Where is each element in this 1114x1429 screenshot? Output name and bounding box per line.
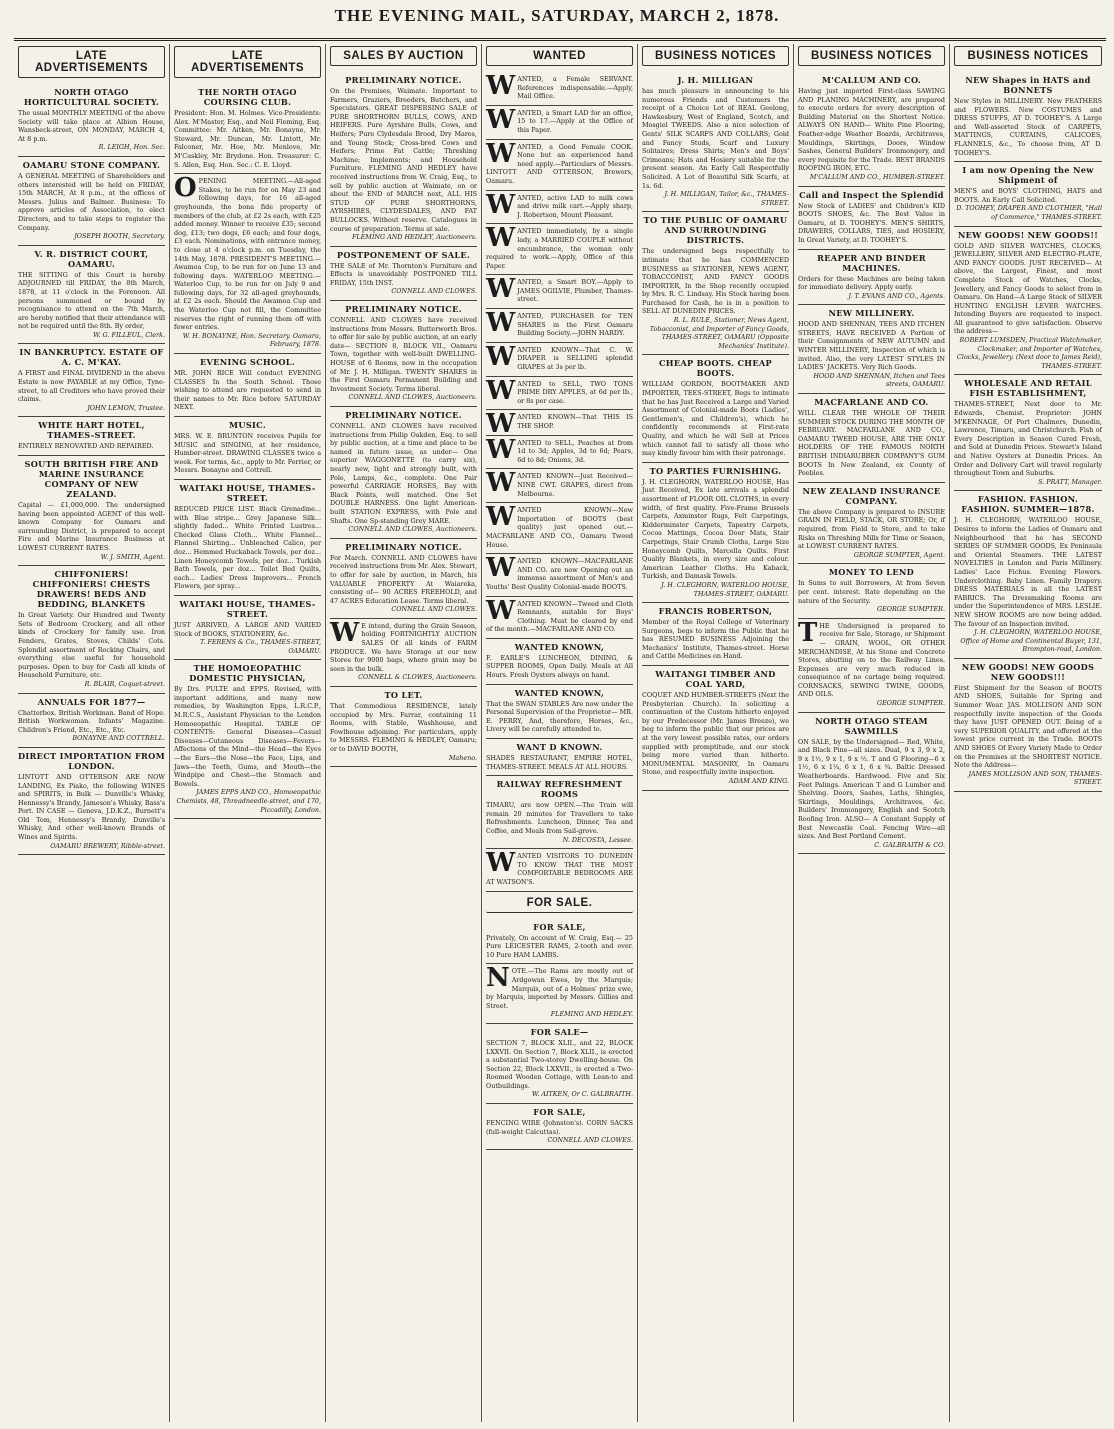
advertisement [486,191,633,225]
column-1 [14,44,170,1422]
advertisement [330,407,477,539]
ad-title: NORTH OTAGO STEAM SAWMILLS [815,715,928,736]
ad-body: WILL CLEAR THE WHOLE OF THEIR SUMMER STOCK DURING THE MONTH OF FEBRUARY. MACFARLANE AND CO., OAMARU TWEED HOUSE, ARE THE ONLY HOLDERS OF THE FAMOUS NORTH BRITISH INDIARUBBER COMPANY'S GUM BOOTS In New Zealand, ex County of Peebles. [798,409,945,478]
column-heading: LATE ADVERTISEMENTS [18,46,165,78]
advertisement [642,666,789,791]
ad-title: PRELIMINARY NOTICE. [345,304,462,315]
advertisement [486,140,633,191]
advertisement [18,246,165,345]
ad-signature: OAMARU BREWERY, Ribble-street. [50,841,165,850]
ad-signature: R. LEIGH, Hon. Sec. [98,143,165,152]
column-heading: LATE ADVERTISEMENTS [174,46,321,78]
advertisement [486,964,633,1024]
ad-title: THE HOMOEOPATHIC DOMESTIC PHYSICIAN, [189,663,306,684]
ad-body: That the SWAN STABLES Are now under the Personal Supervision of the Proprietor— MR. E. PERRY, And, therefore, Horses, &c., Livery will be carefully attended to. [486,699,633,734]
ad-body: CONNELL AND CLOWES have received instructions from Messrs. Butterworth Bros. to offer for sale by public auction, at an early date— SECTION 8, BLOCK VII., Oamaru Town, together with well-built DWELLING-HOUSE of 6 Rooms, now in the occupation of Mr. J. H. Milligan. TWENTY SHARES in the First Oamaru Permanent Building and Investment Society. Terms liberal. [330,316,477,393]
advertisement [642,72,789,212]
ad-body: FENCING WIRE (Johnston's). CORN SACKS (full-weight Calcuttas). [486,1119,633,1136]
ad-title: WAITAKI HOUSE, THAMES-STREET. [179,598,316,619]
ad-signature: Maheno. [448,753,477,762]
advertisement [486,343,633,377]
ad-body: WANTED, active LAD to milk cows and drive milk cart.—Apply sharp, J. Robertson, Mount Pleasant. [486,189,633,220]
ad-body: The undersigned begs respectfully to intimate that he has COMMENCED BUSINESS as STATIONER, NEWS AGENT, TOBACCONIST, AND FANCY GOODS IMPORTER, In the Shop recently occupied by Mrs. R. C. Lindsay. His Stock having been Purchased for Cash, he is in a position to SELL AT DUNEDIN PRICES. [642,247,789,316]
ad-title: THE NORTH OTAGO COURSING CLUB. [198,87,297,107]
ad-signature: BONAYNE AND COTTRELL. [72,734,165,743]
ad-body: By Drs. PULTE and EPPS. Revised, with important additions, and many new remedies, by Washington Epps, L.R.C.P., M.R.C.S., Assistant Physician to the London Homoeopathic Hospital. TABLE OF CONTENTS: General Diseases—Casual Diseases—Cutaneous Diseases—Fevers—Affections of the Mind—the Head—the Eyes—the Ears—the Nose—the Face, Lips, and Jaws—the Teeth, Gums, and Mouth—the Windpipe and Chest—the Stomach and Bowels. [174,685,321,788]
ad-title: WAITAKI HOUSE, THAMES-STREET. [179,482,316,503]
ad-body: WANTED, a Good Female COOK. None but an experienced hand need apply.—Particulars of Messrs. LINTOTT AND OTTERSON, Brewers, Oamaru. [486,138,633,185]
ad-body: New Stock of LADIES' and Children's KID BOOTS SHOES, &c. The Best Value in Oamaru, at D. TOOHEY'S. MEN'S SHIRTS, DRAWERS, COLLARS, TIES, and HOSIERY, In Great Variety, at D. TOOHEY'S. [798,201,945,244]
ad-body: MEN'S and BOYS' CLOTHING, HATS and BOOTS. An Early Call Solicited. [954,187,1102,204]
ad-body: WANTED KNOWN—MACFARLANE AND CO. are now Opening out an immense assortment of Men's and Youths' Best Quality Colonial-made BOOTS. [486,553,633,591]
column-heading: BUSINESS NOTICES [954,46,1102,66]
drop-cap: W [486,189,516,220]
ad-signature: JOHN LEMON, Trustee. [87,403,165,412]
ad-body: THAMES-STREET, Next door to Mr. Edwards, Chemist. Proprietor: JOHN M'KENNAGE, Of Port Chalmers, Dunedin, Lawrence, Timaru, and Christchurch. Fish of Every Description in Season Cured Fresh, and Sold at Dunedin Prices. Stewart's Island and Native Oysters at Dunedin Prices. An Order and Delivery Cart will travel regularly throughout Town and Suburbs. [954,400,1102,478]
advertisement [18,694,165,748]
advertisement [330,301,477,407]
advertisement [798,305,945,394]
ad-title: FOR SALE, [533,921,586,932]
advertisement [954,659,1102,792]
ad-title: NEW GOODS! NEW GOODS NEW GOODS!!! [961,661,1095,682]
advertisement [18,566,165,693]
advertisement [18,84,165,157]
ad-signature: HOOD AND SHENNAN, Itchen and Tees streets, OAMARU. [813,371,945,389]
ad-body: COQUET AND HUMBER-STREETS (Next the Presbyterian Church). In soliciting a continuation of the Custom hitherto enjoyed by our Predecessor (Mr. James Breeze), we beg to inform the public that our prices are at the very lowest possible rates, our orders supplied with promptitude, and our stock being more varied than hitherto. MONUMENTAL MASONRY, In Oamaru Stone, and respectfully invite inspection. [642,691,789,777]
ad-title: NEW Shapes in HATS and BONNETS [965,75,1091,95]
ad-title: WAITANGI TIMBER AND COAL YARD, [655,669,776,690]
ad-body: WILLIAM GORDON, BOOTMAKER AND IMPORTER, TEES-STREET, Begs to intimate that he has Just Received a Large and Varied Assortment of Colonial-made Boots (Ladies', Gentlemen's, and Children's), which he confidently recommends at First-rate Quality, and which he will Sell at Prices which cannot fail to satisfy all those who may kindly favour him with their patronage. [642,380,789,458]
drop-cap: W [486,308,516,339]
drop-cap: W [486,595,516,626]
advertisement [486,1024,633,1104]
ad-title: DIRECT IMPORTATION FROM LONDON. [18,750,165,771]
ad-body: ON SALE, by the Undersigned— Red, White, and Black Pine—all sizes. Dual, 9 x 3, 9 x 2, 9 x 1½, 9 x 1, 9 x ½. T and G Flooring—6 x 1½, 6 x 1¼, 6 x 1, 6 x ¾. Baltic Dressed Weatherboards. Hardwood. Five and Six Feet Palings. American T and G Lumber and Shelving. Doors, Sashes, Laths, Shingles, Skirtings, Mouldings, Architraves, &c. Builders' Ironmongery, English and Scotch Roofing Iron. ALSO— A Constant Supply of Best Newcastle Coal. Fencing Wire—all sizes. And Best Portland Cement. [798,737,945,841]
ad-body: NOTE.—The Rams are mostly out of Ardgowan Ewes, by the Marquis; Marquis, out of a Holmes' prize ewe, by Marquis, imported by Messrs. Gillies and Street. [486,963,633,1010]
ad-signature: CONNELL & CLOWES, Auctioneers. [358,673,477,682]
ad-title: CHIFFONIERS! CHIFFONIERS! CHESTS DRAWERS! BEDS AND BEDDING, BLANKETS [32,569,151,610]
ad-body: SECTION 7, BLOCK XLII., and 22, BLOCK LXXVII. On Section 7, Block XLII., is erected a substantial Two-storey Dwelling-house. On Section 22, Block LXXVII., is erected a Two-Roomed Wooden Cottage, with Lean-to and Outbuildings. [486,1038,633,1090]
ad-body: WANTED VISITORS TO DUNEDIN TO KNOW THAT THE MOST COMFORTABLE BEDROOMS ARE AT WATSON'S. [486,848,633,886]
ad-body: WANTED KNOWN—New Importation of BOOTS (best quality) just opened out.—MACFARLANE AND CO., Oamaru Tweed House. [486,502,633,549]
advertisement [486,409,633,440]
ad-title: OAMARU STONE COMPANY. [22,159,161,170]
drop-cap: W [486,468,516,499]
ad-body: Having just imported First-class SAWING AND PLANING MACHINERY, are prepared to execute orders for every description of Building Material on the Shortest Notice. ALWAYS ON HAND— White Pine Flooring, Feather-edge Weather Boards, Architraves, Mouldings, Skirtings, Doors, Window Sashes, General Builders' Ironmongery, and every requisite for the Trade. BEST BRANDS ROOFING IRON, ETC. [798,87,945,173]
ad-title: FOR SALE, [533,1107,586,1118]
advertisement [642,603,789,666]
ad-body: LINTOTT AND OTTERSON ARE NOW LANDING, Ex Piako, the following WINES and SPIRITS, in Bulk — Dunville's Whisky, Hennessy's Brandy, Jameson's Whisky, Bass's Port. IN CASE — Geneva, J.D.K.Z., Burnett's Old Tom, Hennessy's Brandy, Dunville's Whisky, And other well-known Brands of Wines and Spirits. [18,772,165,842]
ad-title: PRELIMINARY NOTICE. [345,541,462,552]
ad-body: WANTED KNOWN—That C. W. DRAPER is SELLING splendid GRAPES at 3s per lb. [486,341,633,372]
advertisement [18,417,165,456]
advertisement [642,212,789,355]
ad-body: A GENERAL MEETING of Shareholders and others interested will be held on FRIDAY, 15th MARCH, At 8 p.m., at the offices of Messrs. Julius and Balmer. Business: To approve articles of Association, to elect Directors, and to take steps to register the Company. [18,171,165,232]
ad-body: HOOD AND SHENNAN, TEES AND ITCHEN STREETS, HAVE RECEIVED A Portion of their Consignments of NEW AUTUMN and WINTER MILLINERY, Inspection of which is invited. Also, the very LATEST STYLES IN LADIES' JACKETS. Very Rich Goods. [798,320,945,372]
advertisement [798,250,945,306]
ad-signature: CONNELL AND CLOWES, Auctioneers. [348,525,477,534]
ad-body: WANTED immediately, by a single lady, a MARRIED COUPLE without encumbrance, the woman only required to work.—Apply, Office of this Paper. [486,223,633,270]
advertisement [954,375,1102,491]
columns-container [14,44,1106,1422]
ad-body: WANTED, a Smart LAD for an office, 15 to 17.—Apply at the Office of this Paper. [486,104,633,135]
advertisement [798,564,945,618]
ad-body: President: Hon. M. Holmes. Vice-Presidents: Alex. M'Master, Esq., and Neil Fleming, Esq. Committee: Mr. Aitken, Mr. Bonayne, Mr. Steward, Mr. Duncan, Mr. Lintott, Mr. Falconer, Mr. Hoe, Mr. Menlove, Mr. M'Caskley, Mr. Brydone. Hon. Treasurer: C. S. Allen, Esq. Hon. Sec.: C. E. Lloyd. [174,109,321,169]
advertisement [642,463,789,603]
ad-signature: ROBERT LUMSDEN, Practical Watchmaker, Clockmaker, and Importer of Watches, Clocks, Jewellery. (Next door to James Reid), THAMES-STREET. [956,336,1102,370]
ad-body: The above Company is prepared to INSURE GRAIN IN FIELD, STACK, OR STORE; Or, if required, from Field to Store, and to take Risks on Threshing Mills for Time or Season, at LOWEST CURRENT RATES. [798,507,945,551]
ad-signature: M'CALLUM AND CO., HUMBER-STREET. [809,172,945,181]
advertisement [954,72,1102,162]
ad-body: First Shipment for the Season of BOOTS AND SHOES, Suitable for Spring and Summer Wear. JAS. MOLLISON AND SON respectfully invite inspection of the Goods they have JUST OPENED OUT. Being of a very SUPERIOR QUALITY, and offered at the lowest price current in the Trade. BOOTS AND SHOES Of Every Variety Made to Order on the Premises at the SHORTEST NOTICE. Note the Address— [954,683,1102,770]
ad-body: J. H. CLEGHORN, WATERLOO HOUSE, Has Just Received, Ex late arrivals a splendid assortment of FLOOR OIL CLOTHS, in every width, of first quality. Five-Frame Brussels Carpets, Axminster Rugs, Felt Carpetings, Kidderminster Carpets, Tapestry Carpets, Cocoa Mattings, Cocoa Door Mats, Stair Carpetings, Stair Crumb Cloths, Large Size Honeycomb Quilts, Marcella Quilts. First Quality Blankets, in every size and colour. American Leather Cloths. Hu Kaback, Turkish, and Damask Towels. [642,477,789,581]
advertisement [486,436,633,470]
ad-body: has much pleasure in announcing to his numerous Friends and Customers the receipt of a Choice Lot of REAL Geelong, Hawkesbury, West of England, Scotch, and Mosgiel TWEEDS. Also a nice selection of Gents' SILK SCARFS AND COLLARS; Gold and Fancy Studs, Scarf and Luxury Solitaires; Dress Shirts; Men's and Boys' Crimeans; Hats and Hosiery suitable for the present season. An Early Call Respectfully Solicited. A Lot of Beautiful Silk Scarfs, at 1s. 6d. [642,87,789,190]
ad-title: TO LET. [384,690,423,701]
advertisement [486,377,633,411]
ad-signature: JAMES EPPS AND CO., Homoeopathic Chemists, 48, Threadneedle-street, and 170, Piccadilly, London. [176,788,321,814]
ad-body: GOLD AND SILVER WATCHES, CLOCKS, JEWELLERY, SILVER AND ELECTRO-PLATE, AND FANCY GOODS. JUST RECEIVED— At above, the Largest, Finest, and most Complete Stock of Watches, Clocks, Jewellery, and Fancy Goods to select from in Oamaru. On Hand—A Large Stock of SILVER HUNTING ENGLISH LEVER WATCHES. Intending Buyers are requested to inspect. All guaranteed to give satisfaction. Observe the address— [954,241,1102,336]
ad-signature: CONNELL AND CLOWES. [547,1136,633,1145]
ad-signature: S. PRATT, Manager. [1038,477,1102,486]
ad-title: ANNUALS FOR 1877— [37,696,146,707]
ad-body: WANTED, a Female SERVANT. References indispensable.—Apply, Mail Office. [486,71,633,101]
drop-cap: W [486,434,516,465]
ad-body: THE Undersigned is prepared to receive for Sale, Storage, or Shipment— GRAIN, WOOL, OR OTHER MERCHANDISE, At his Stone and Concrete Stores, abutting on to the Railway Lines. Expenses are very much reduced in consequence of no cartage being required. CORNSACKS, SEWING TWINE, GOODS, AND OILS. [798,617,945,699]
advertisement [486,503,633,554]
ad-title: EVENING SCHOOL. [199,357,295,368]
ad-title: M'CALLUM AND CO. [821,75,922,85]
ad-signature: J. H. MILLIGAN, Tailor, &c., THAMES-STREET. [664,190,789,207]
ad-title: REAPER AND BINDER MACHINES. [817,252,926,273]
ad-body: For March. CONNELL AND CLOWES have received instructions from Mr. Alex. Stewart, to offer for sale by auction, in March, his VALUABLE PROPERTY At Waiareka, consisting of— 90 ACRES FREEHOLD, and 47 ACRES Education Lease. Terms liberal. [330,553,477,605]
ad-body: WANTED KNOWN—Tweed and Cloth Remnants, suitable for Boys' Clothing. Must be cleared by end of the month.—MACFARLANE AND CO. [486,595,633,634]
ad-title: WHOLESALE AND RETAIL FISH ESTABLISHMENT, [964,378,1092,399]
advertisement [330,247,477,301]
column-heading: WANTED [486,46,633,66]
ad-signature: W. AITKEN, Or C. GALBRAITH. [531,1090,633,1099]
advertisement [330,72,477,247]
ad-title: PRELIMINARY NOTICE. [345,410,462,420]
advertisement [486,776,633,849]
ad-title: NEW ZEALAND INSURANCE COMPANY. [802,485,941,506]
advertisement [330,539,477,619]
advertisement [486,554,633,596]
ad-title: CHEAP BOOTS. CHEAP BOOTS. [658,358,772,379]
drop-cap: W [486,375,516,406]
advertisement [954,227,1102,376]
ad-signature: R. L. RULE, Stationer, News Agent, Tobacconist, and Importer of Fancy Goods, THAMES-STREET, OAMARU (Opposite Mechanics' Institute). [649,316,789,350]
advertisement [330,687,477,767]
drop-cap: W [486,104,516,135]
advertisement [486,309,633,343]
ad-body: Capital — £1,000,000. The undersigned having been appointed AGENT of this well-known Company for Oamaru and surrounding District, is prepared to accept Fire and Marine Insurance Business at LOWEST CURRENT RATES. [18,501,165,552]
advertisement [486,224,633,275]
column-heading: BUSINESS NOTICES [798,46,945,66]
ad-signature: CONNELL AND CLOWES. [391,605,477,614]
advertisement [18,344,165,417]
ad-title: IN BANKRUPTCY. ESTATE OF A. C. M'KAY. [19,347,164,368]
ad-title: WANT D KNOWN. [516,742,603,753]
ad-title: RAILWAY REFRESHMENT ROOMS [496,779,623,800]
section-heading: FOR SALE. [486,894,633,913]
ad-body: MRS. W. E. BRUNTON receives Pupils for MUSIC and SINGING, at her residence, Humber-street. DRAWING CLASSES twice a week. For terms, &c., apply to Mr. Ferrier, or Messrs. Bonayne and Cottrell. [174,432,321,475]
ad-title: MONEY TO LEND [828,567,915,578]
drop-cap: W [486,71,516,101]
ad-body: MR. JOHN RICE Will conduct EVENING CLASSES In the South School. Those wishing to attend are requested to send in their names to Mr. Rice before SATURDAY NEXT. [174,369,321,412]
ad-signature: W. G. FILLEUL, Clerk. [93,330,165,339]
ad-signature: W. J. SMITH, Agent. [100,552,165,561]
ad-body: THE SITTING of this Court is hereby ADJOURNED till FRIDAY, the 8th March, 1878, at 11 o'clock in the Forenoon. All persons summoned or bound by recognisance to attend on the 7th March, are hereby notified that their attendance will not be required until the 8th. By order, [18,270,165,331]
ad-body: ENTIRELY RENOVATED AND REPAIRED. [18,442,154,451]
ad-body: THE SALE of Mr. Thornton's Furniture and Effects is unavoidably POSTPONED TILL FRIDAY, 15th INST. [330,261,477,287]
drop-cap: W [486,341,516,372]
ad-body: Privately, On account of W. Craig, Esq.— 25 Pure LEICESTER RAMS, 2-tooth and over. 10 Pure HAM LAMBS. [486,933,633,959]
ad-body: TIMARU, are now OPEN.—The Train will remain 20 minutes for Travellers to take Refreshments. Luncheon, Dinner, Tea and Coffee, and Meals from Sail-grove. [486,801,633,835]
ad-body: Member of the Royal College of Veterinary Surgeons, begs to inform the Public that he has RESUMED BUSINESS Adjoining the Mechanics' Institute, Thames-street. Horse and Cattle Medicines on Hand. [642,618,789,661]
drop-cap: W [486,274,516,305]
ad-title: WANTED KNOWN, [514,641,605,652]
ad-body: WANTED to SELL, TWO TONS PRIME DRY APPLES, at 6d per lb., or 8s per case. [486,375,633,406]
column-6 [794,44,950,1422]
ad-signature: J. H. CLEGHORN, WATERLOO HOUSE, Office of Home and Continental Buyer, 131, Brompton-road, London. [960,628,1102,654]
ad-signature: FLEMING AND HEDLEY, Auctioneers. [351,233,477,242]
ad-body: In Sums to suit Borrowers, At from Seven per cent. interest. Rate depending on the nature of the Security. [798,579,945,605]
ad-title: MUSIC. [229,420,266,430]
advertisement [798,394,945,483]
ad-body: WANTED, PURCHASER for TEN SHARES in the First Oamaru Building Society.—JOHN HARDY. [486,308,633,339]
advertisement [798,72,945,187]
drop-cap: W [486,848,516,879]
ad-signature: JAMES MOLLISON AND SON, THAMES-STREET. [968,769,1102,787]
advertisement [486,685,633,739]
ad-signature: C. GALBRAITH & CO. [874,840,945,849]
ad-body: SHADES RESTAURANT, EMPIRE HOTEL, THAMES-STREET. MEALS AT ALL HOURS. [486,754,633,771]
drop-cap: W [486,409,516,440]
advertisement [174,480,321,596]
ad-body: WANTED KNOWN—Just Received—NINE CWT. GRAPES, direct from Melbourne. [486,468,633,499]
advertisement [798,619,945,713]
ad-title: I am now Opening the New Shipment of [962,165,1094,186]
ad-body: A FIRST and FINAL DIVIDEND in the above Estate is now PAYABLE at my Office, Tyne-street, to all Creditors who have proved their claims. [18,369,166,404]
column-5 [638,44,794,1422]
advertisement [486,469,633,503]
ad-body: WANTED, a Smart BOY.—Apply to JAMES OGILVIE, Plumber, Thames-street. [486,274,633,305]
advertisement [174,354,321,417]
masthead-rule [14,38,1106,41]
advertisement [954,162,1102,226]
ad-title: POSTPONEMENT OF SALE. [336,249,471,260]
advertisement [486,849,633,891]
advertisement [330,619,477,687]
drop-cap: W [330,617,360,648]
advertisement [486,106,633,140]
ad-title: TO THE PUBLIC OF OAMARU AND SURROUNDING DISTRICTS. [643,215,788,246]
ad-body: OPENING MEETING.—All-aged Stakes, to be run for on May 23 and following days, for 16 all-aged greyhounds, the bona fide property of members of the club, at £2 2s each, with £25 added money. Winner to receive £35; second dog, £13; two dogs, £6 each; and four dogs, £3 each. Nominations, with entrance money, to close at 4 o'clock p.m. on Tuesday, the 14th May, 1878. PRESIDENT'S MEETING.—Awamoa Cup, to be run for on June 13 and following days. WATERLOO MEETING.—Waterloo Cup, to be run for on July 9 and following days, for 32 all-aged greyhounds, at £2 2s each. Should the Awamoa Cup and the Waterloo Cup not fill, the Committee reserves the right of running them off with fewer entries. [174,173,321,332]
advertisement [174,660,321,819]
advertisement [486,739,633,776]
column-heading: BUSINESS NOTICES [642,46,789,66]
ad-signature: GEORGE SUMPTER. [876,699,945,708]
ad-body: Chatterbox. British Workman. Band of Hope. British Workwoman. Infants' Magazine. Children's Friend, Etc., Etc., Etc. [18,708,165,734]
advertisement [174,84,321,174]
advertisement [486,919,633,965]
advertisement [486,597,633,639]
ad-signature: W. H. BONAYNE, Hon. Secretary. Oamaru, February, 1878. [182,331,321,349]
ad-body: REDUCED PRICE LIST. Black Grenadine... with Blue stripe... Grey Japanese Silk... slightly faded... White Printed Lustres... Checked Glass Cloth... White Flannel... Flannel Shirting... Unbleached Calico, per doz... Hemmed Huckaback Towels, per doz... Linen Honeycomb Towels, per doz... Turkish Bath Towels, per doz... Toilet Bed Quilts, each... Ladies' Dress Improvers... French Flowers, per spray... [174,504,321,591]
ad-title: NEW MILLINERY. [828,308,915,319]
ad-title: NORTH OTAGO HORTICULTURAL SOCIETY. [23,87,160,107]
column-7 [950,44,1106,1422]
ad-title: MACFARLANE AND CO. [814,397,929,408]
advertisement [174,174,321,354]
column-3 [326,44,482,1422]
ad-body: WANTED to SELL, Peaches at from 1d to 3d; Apples, 3d to 6d; Pears, 6d to 8d; Onions, 3d. [486,434,633,465]
advertisement [486,1104,633,1150]
column-heading: SALES BY AUCTION [330,46,477,66]
advertisement [18,157,165,246]
advertisement [798,483,945,565]
advertisement [174,417,321,480]
ad-signature: T. FERENS & Co., THAMES-STREET, OAMARU. [200,638,321,655]
advertisement [954,491,1102,659]
ad-body: Orders for these Machines are being taken for immediate delivery. Apply early. [798,274,945,292]
ad-body: J. H. CLEGHORN, WATERLOO HOUSE, Desires to inform the Ladies of Oamaru and Neighbourhood that he has SECOND SERIES OF SUMMER GOODS, Ex Peninsula and Oriental Steamers. THE LATEST NOVELTIES in London and Paris Millinery. Ladies' Lace Fichus. Evening Flowers. Underclothing. Baby Linen. Family Drapery. DRESS MATERIALS in all the LATEST FABRICS. The Dressmaking Rooms are under the Superintendence of MRS. LESLIE. NEW SHOW ROOMS are now being added. The favour of an Inspection invited. [954,516,1102,628]
ad-body: W E intend, during the Grain Season, holding FORTNIGHTLY AUCTION SALES Of all kinds of FARM PRODUCE. We have Storage at our new Stores for 9000 bags, where grain may be seen in the bulk. [330,617,477,673]
ad-body: That Commodious RESIDENCE, lately occupied by Mrs. Farrar, containing 11 Rooms, with Stable, Washhouse, and Fowlhouse adjoining. For particulars, apply to MESSRS. FLEMING & HEDLEY, Oamaru; or to DAVID BOOTH, [330,702,477,753]
ad-body: WANTED KNOWN—That THIS IS THE SHOP. [486,409,633,440]
advertisement [486,72,633,106]
ad-body: In Great Variety. Our Hundred and Twenty Sets of Bedroom Crockery, and all other kinds of Crockery for family use. Iron Fenders, Grates, Stoves, Childs' Cots. Splendid assortment of Rocking Chairs, and everything else useful for household purposes. Open to buy for Cash all kinds of Household Furniture, etc. [18,611,165,680]
ad-title: J. H. MILLIGAN [677,75,754,85]
ad-title: Call and Inspect the Splendid [799,189,944,200]
advertisement [174,596,321,660]
ad-body: F. EARLE'S LUNCHEON, DINING, & SUPPER ROOMS, Open Daily. Meals at All Hours. Fresh Oysters always on hand. [486,653,633,680]
ad-body: The usual MONTHLY MEETING of the above Society will take place at Albion House, Wansbeck-street, ON MONDAY, MARCH 4, At 8 p.m. [18,109,165,143]
ad-title: WANTED KNOWN, [514,687,605,698]
ad-body: New Styles in MILLINERY. New FEATHERS and FLOWERS. New COSTUMES and DRESS STUFFS, AT D. TOOHEY'S. A Large and Well-assorted Stock of CARPETS, MATTINGS, CURTAINS, CALICOES, FLANNELS, &c., To choose from, AT D. TOOHEY'S. [954,97,1102,157]
ad-title: SOUTH BRITISH FIRE AND MARINE INSURANCE COMPANY OF NEW ZEALAND. [24,459,159,500]
advertisement [798,187,945,250]
advertisement [18,748,165,855]
ad-body: JUST ARRIVED, A LARGE AND VARIED Stock of BOOKS, STATIONERY, &c. [174,620,321,638]
ad-title: TO PARTIES FURNISHING. [649,465,782,476]
ad-title: FRANCIS ROBERTSON, [658,606,773,617]
advertisement [18,456,165,566]
ad-signature: J. H. CLEGHORN, WATERLOO HOUSE, THAMES-STREET, OAMARU. [661,580,789,598]
column-4 [482,44,638,1422]
ad-signature: N. DECOSTA, Lessee. [562,835,633,844]
masthead: THE EVENING MAIL, SATURDAY, MARCH 2, 1878. [334,6,780,25]
drop-cap: W [486,502,516,533]
drop-cap: O [174,173,197,204]
ad-signature: FLEMING AND HEDLEY. [550,1010,633,1019]
drop-cap: W [486,223,516,254]
ad-title: FASHION. FASHION. FASHION. SUMMER—1878. [961,494,1095,515]
ad-title: WHITE HART HOTEL, THAMES-STREET. [38,420,145,441]
drop-cap: W [486,138,516,169]
ad-signature: JOSEPH BOOTH, Secretary. [74,232,165,241]
ad-title: NEW GOODS! NEW GOODS!! [957,229,1099,240]
ad-signature: R. BLAIR, Coquet-street. [84,679,165,688]
ad-signature: CONNELL AND CLOWES. [391,287,477,296]
ad-body: CONNELL AND CLOWES have received instructions from Philip Oakden, Esq. to sell by public auction, at a time and place to be named in future issue, as under— One superior WAGGONETTE (to carry six), nearly new, light and strongly built, with Pole, Lamps, &c., complete. One Pair powerful CARRIAGE HORSES, Bay with Black Points, well matched. One Set DOUBLE HARNESS. One light American-built STATION EXPRESS, with Pole and Shafts. One Sp-standing Grey MARE. [330,422,477,525]
drop-cap: W [486,553,516,584]
ad-signature: GEORGE SUMPTER. [876,605,945,614]
ad-title: V. R. DISTRICT COURT, OAMARU. [34,248,149,269]
ad-signature: D. TOOHEY, DRAPER AND CLOTHIER, "Hall of Commerce," THAMES-STREET. [956,204,1102,221]
ad-signature: GEORGE SUMPTER, Agent. [853,550,945,559]
advertisement [642,355,789,462]
ad-title: FOR SALE— [530,1026,589,1037]
ad-signature: CONNELL AND CLOWES, Auctioneers. [348,393,477,402]
ad-signature: J. T. EVANS AND CO., Agents. [848,291,945,300]
advertisement [798,713,945,855]
ad-signature: ADAM AND KING. [728,777,789,785]
drop-cap: T [798,617,818,648]
ad-title: PRELIMINARY NOTICE. [345,75,462,85]
advertisement [486,275,633,309]
advertisement [486,639,633,685]
ad-body: On the Premises, Waimate. Important to Farmers, Graziers, Breeders, Butchers, and Speculators. GREAT DISPERSING SALE of PURE SHORTHORN BULLS, COWS, AND HEIFERS. Pure Ayrshire Bulls, Cows, and Heifers; Pure Clydesdale Brood, Dry Mares, and Young Stock; Cross-bred Cows and Heifers; Prime Fat Cattle; Threshing Machine; Implements; and Household Furniture. FLEMING AND HEDLEY have received instructions from W. Craig, Esq., to sell by public auction at Waimate, on or about the END of MARCH next, ALL HIS STUD OF PURE SHORTHORNS, AYRSHIRES, CLYDESDALES, AND FAT BULLOCKS. Without reserve. Catalogues in course of preparation. Terms at sale. [330,87,477,233]
column-2 [170,44,326,1422]
drop-cap: N [486,963,510,994]
